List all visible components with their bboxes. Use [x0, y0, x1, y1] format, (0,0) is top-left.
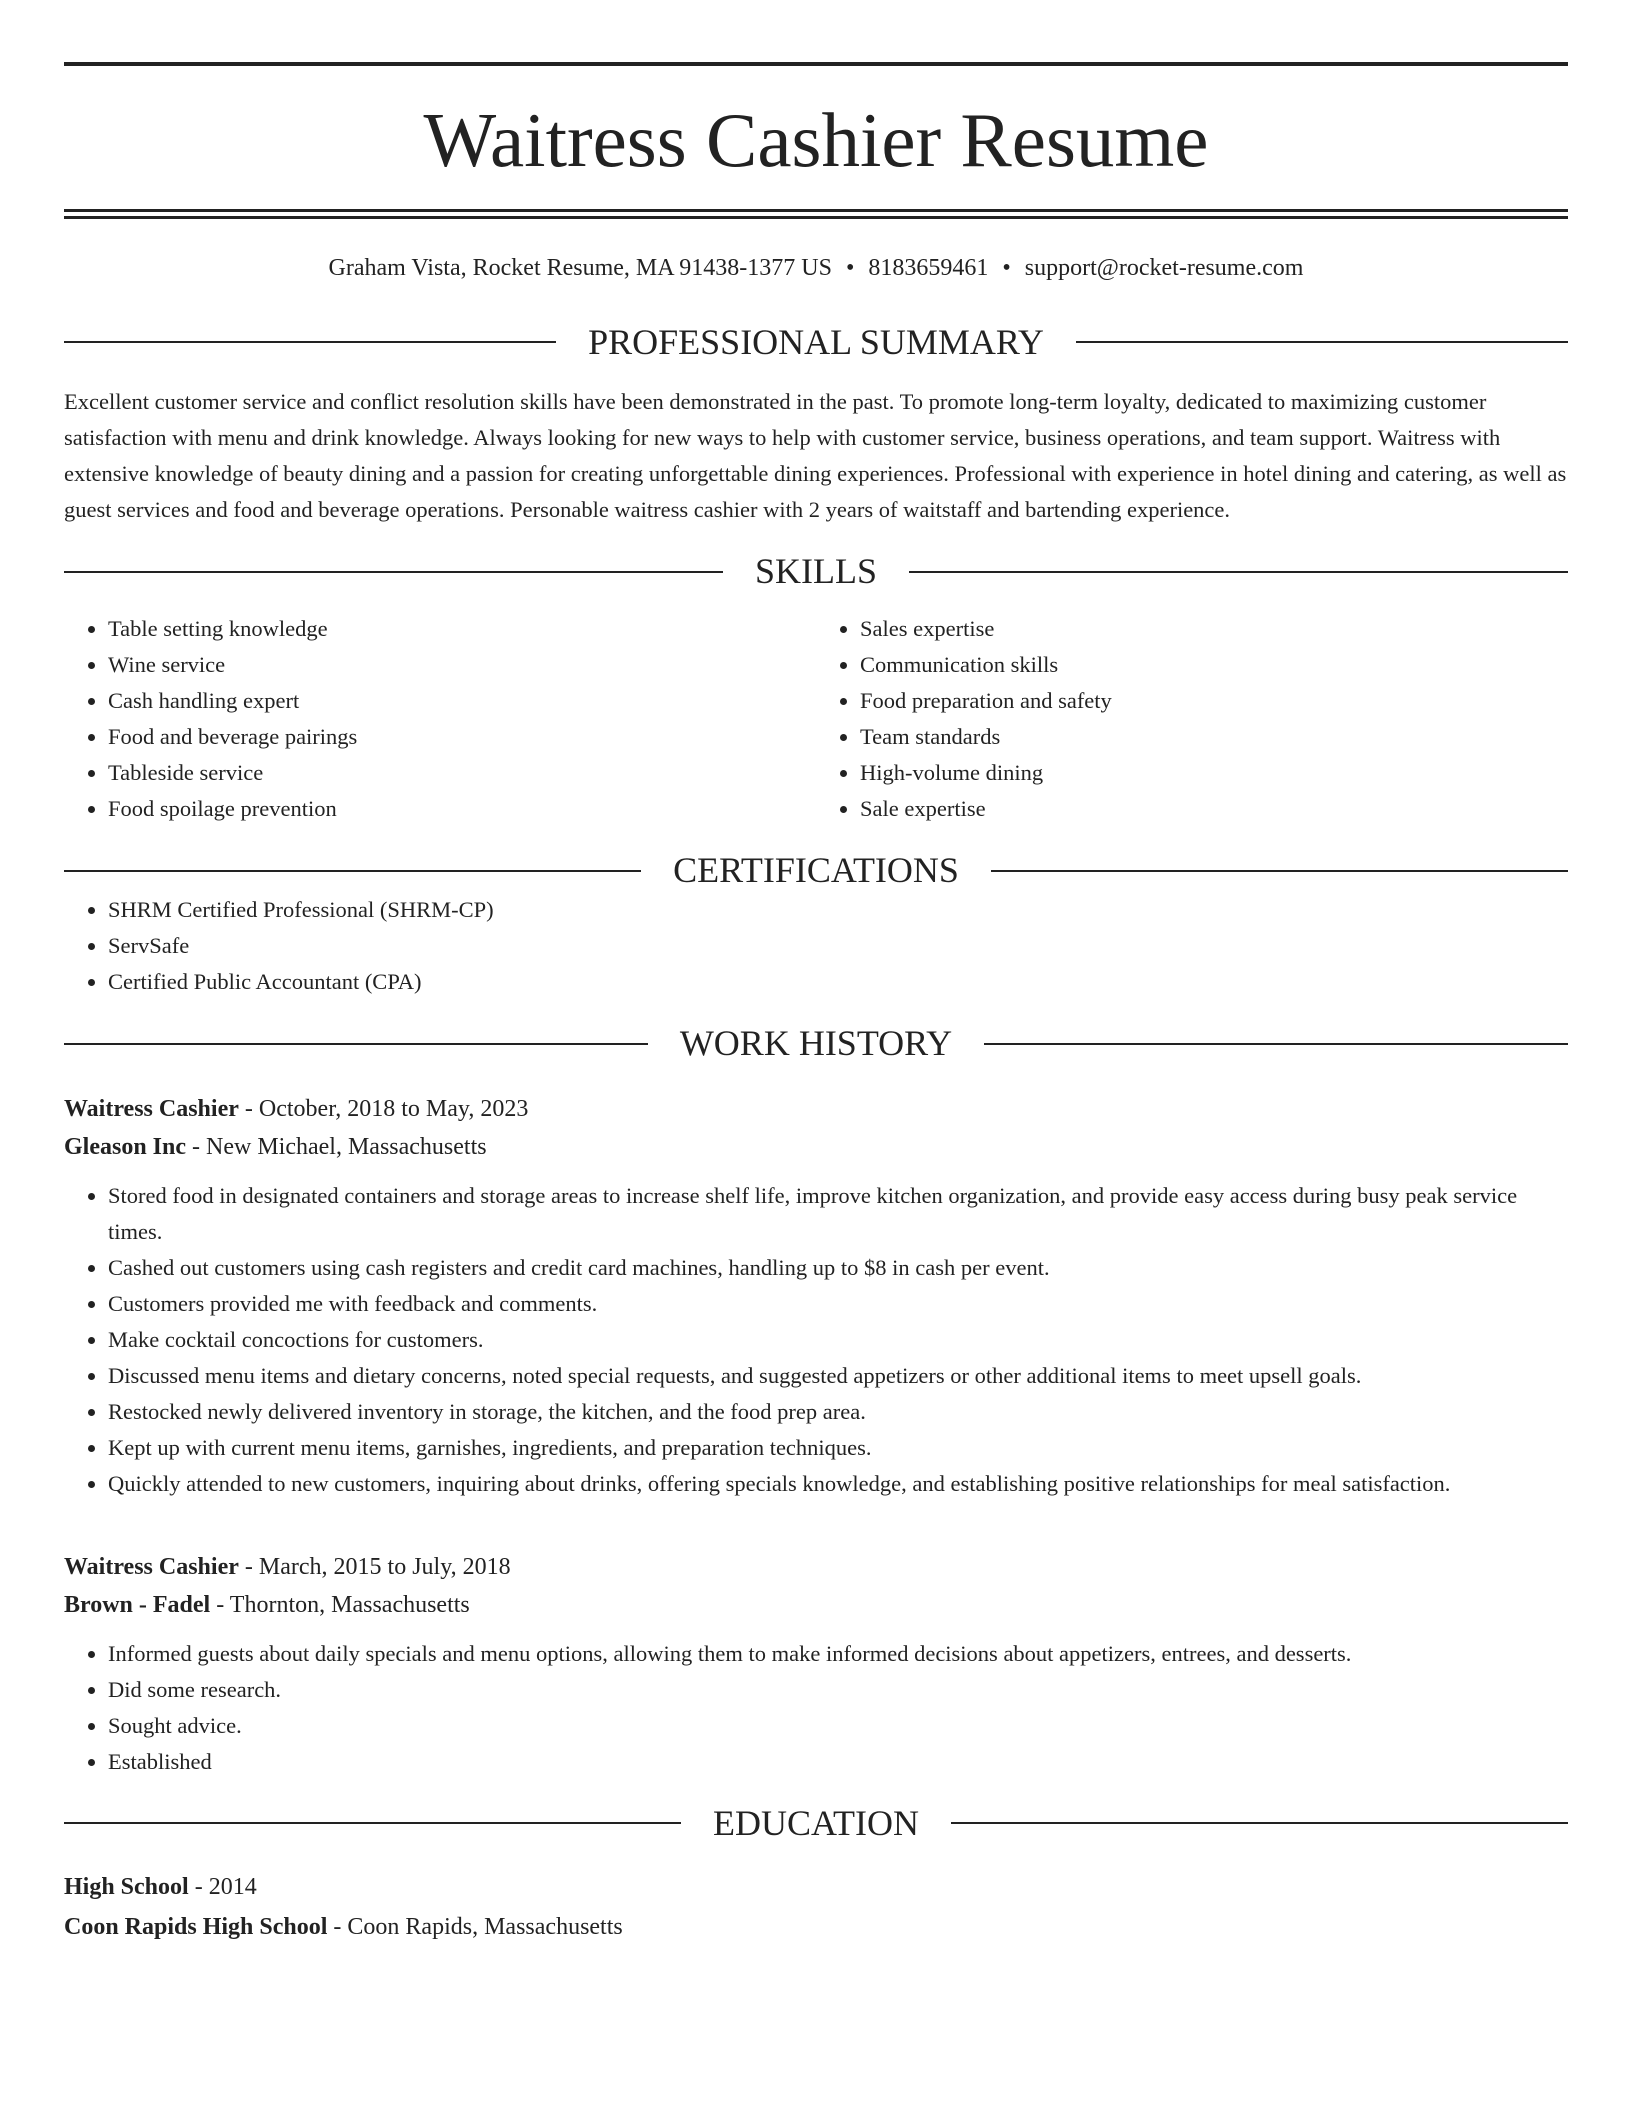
job-bullet: • Make cocktail concoctions for customers. — [108, 1322, 1568, 1358]
education-year: - 2014 — [188, 1873, 257, 1900]
skill-item: • Food and beverage pairings — [108, 719, 816, 755]
job-company-line — [64, 1128, 1568, 1166]
summary-paragraph: Excellent customer service and conflict resolution skills have been demonstrated in the past. To promote long-term loyalty, dedicated to maximizing customer satisfaction with menu and drink knowledge. Always looking for new ways to help with customer service, business operations, and team support. Waitress with extensive knowledge of beauty dining and a passion for creating unforgettable dining experiences. Professional with experience in hotel dining and catering, as well as guest services and food and beverage operations. Personable waitress cashier with 2 years of waitstaff and bartending experience. — [64, 388, 1567, 522]
job-dates: - October, 2018 to May, 2023 — [238, 1095, 529, 1122]
section-header-education — [64, 1802, 1568, 1845]
resume-title: Waitress Cashier Resume — [423, 97, 1209, 183]
skills-column-right — [816, 611, 1568, 827]
section-rule — [64, 571, 723, 573]
education-degree: High School — [64, 1873, 189, 1900]
job-bullet: • Customers provided me with feedback and comments. — [108, 1286, 1568, 1322]
job-dates: - March, 2015 to July, 2018 — [238, 1553, 511, 1580]
skill-item: • Tableside service — [108, 755, 816, 791]
certification-item: • ServSafe — [108, 928, 1568, 964]
section-title-skills: SKILLS — [755, 550, 878, 591]
job-bullet: • Kept up with current menu items, garnishes, ingredients, and preparation techniques. — [108, 1430, 1568, 1466]
education-school-line — [64, 1907, 1568, 1947]
section-rule — [991, 870, 1568, 872]
skills-list — [64, 611, 1568, 827]
section-title-education: EDUCATION — [713, 1802, 919, 1843]
job-entry — [64, 1548, 1568, 1780]
education-location: - Coon Rapids, Massachusetts — [327, 1913, 623, 1940]
job-title: Waitress Cashier — [64, 1095, 239, 1122]
section-rule — [64, 1043, 648, 1045]
job-bullet: • Stored food in designated containers and storage areas to increase shelf life, improve kitchen organization, and provide easy access during busy peak service times. — [108, 1178, 1568, 1250]
contact-email: support@rocket-resume.com — [1024, 255, 1304, 281]
skill-item: • Cash handling expert — [108, 683, 816, 719]
contact-separator: • — [845, 255, 855, 281]
skills-column-left — [64, 611, 816, 827]
job-bullet: • Discussed menu items and dietary concerns, noted special requests, and suggested appetizers or other additional items to meet upsell goals. — [108, 1358, 1568, 1394]
contact-separator: • — [1002, 255, 1011, 281]
job-bullet: • Established — [108, 1744, 1568, 1780]
contact-phone: 8183659461 — [868, 255, 989, 281]
section-header-summary — [64, 321, 1568, 364]
section-rule — [909, 571, 1568, 573]
title-double-rule — [64, 209, 1568, 219]
job-entry — [64, 1090, 1568, 1502]
job-company: Brown - Fadel — [64, 1591, 211, 1618]
section-header-work — [64, 1022, 1568, 1065]
job-location: - New Michael, Massachusetts — [186, 1133, 487, 1160]
section-rule — [1076, 341, 1568, 343]
job-bullet: • Cashed out customers using cash registers and credit card machines, handling up to $8 in cash per event. — [108, 1250, 1568, 1286]
section-rule — [64, 870, 641, 872]
certification-item: • Certified Public Accountant (CPA) — [108, 964, 1568, 1000]
section-rule — [951, 1822, 1568, 1824]
section-rule — [64, 1822, 681, 1824]
job-bullet: • Quickly attended to new customers, inquiring about drinks, offering specials knowledge, and establishing positive relationships for meal satisfaction. — [108, 1466, 1568, 1502]
contact-address: Graham Vista, Rocket Resume, MA 91438-1377 US — [328, 255, 832, 281]
job-location: - Thornton, Massachusetts — [210, 1591, 470, 1618]
skill-item: • Sales expertise — [860, 611, 1568, 647]
job-company: Gleason Inc — [64, 1133, 187, 1160]
skill-item: • Sale expertise — [860, 791, 1568, 827]
job-title: Waitress Cashier — [64, 1553, 239, 1580]
skill-item: • Wine service — [108, 647, 816, 683]
job-bullet: • Informed guests about daily specials and menu options, allowing them to make informed decisions about appetizers, entrees, and desserts. — [108, 1636, 1568, 1672]
skill-item: • High-volume dining — [860, 755, 1568, 791]
section-title-certifications: CERTIFICATIONS — [673, 850, 959, 891]
skill-item: • Team standards — [860, 719, 1568, 755]
section-title-summary: PROFESSIONAL SUMMARY — [588, 321, 1044, 362]
skill-item: • Table setting knowledge — [108, 611, 816, 647]
section-rule — [984, 1043, 1568, 1045]
job-bullet: • Sought advice. — [108, 1708, 1568, 1744]
education-entry — [64, 1867, 1568, 1947]
job-bullets — [64, 1636, 1568, 1780]
job-title-line — [64, 1548, 1568, 1586]
section-rule — [64, 341, 556, 343]
top-rule — [64, 62, 1568, 66]
skill-item: • Food preparation and safety — [860, 683, 1568, 719]
job-bullets — [64, 1178, 1568, 1502]
section-header-skills — [64, 550, 1568, 593]
contact-line — [64, 254, 1568, 283]
section-title-work: WORK HISTORY — [679, 1023, 953, 1064]
job-title-line — [64, 1090, 1568, 1128]
education-school: Coon Rapids High School — [64, 1913, 328, 1940]
job-company-line — [64, 1586, 1568, 1624]
section-header-certifications — [64, 849, 1568, 892]
job-bullet: • Did some research. — [108, 1672, 1568, 1708]
certifications-list — [64, 892, 1568, 1000]
education-degree-line — [64, 1867, 1568, 1907]
skill-item: • Food spoilage prevention — [108, 791, 816, 827]
skill-item: • Communication skills — [860, 647, 1568, 683]
job-bullet: • Restocked newly delivered inventory in storage, the kitchen, and the food prep area. — [108, 1394, 1568, 1430]
certification-item: • SHRM Certified Professional (SHRM-CP) — [108, 892, 1568, 928]
